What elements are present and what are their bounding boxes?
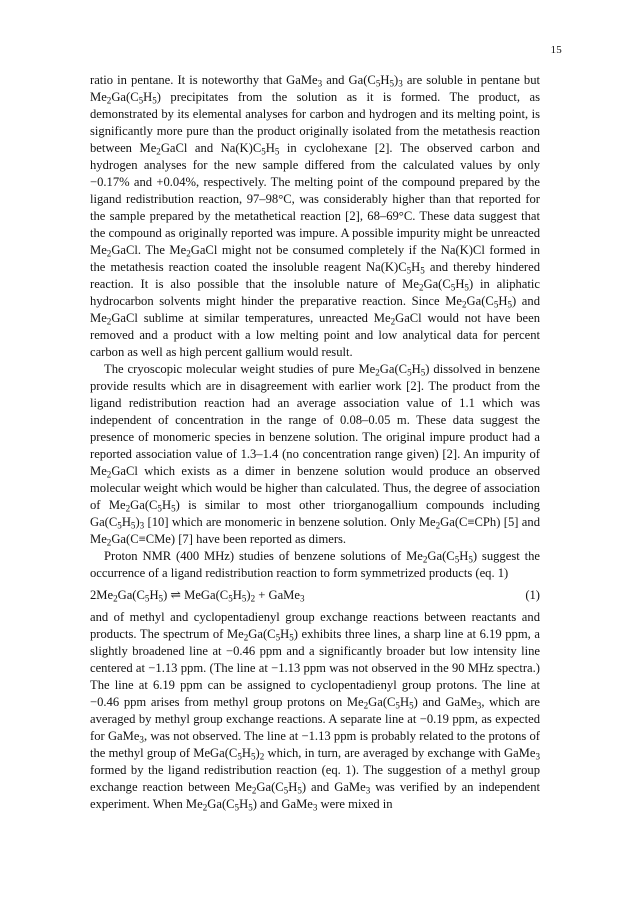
equation-number: (1) <box>525 588 540 602</box>
body-text <box>90 72 540 813</box>
paragraph-4: and of methyl and cyclopentadienyl group exchange reactions between reactants and products. The spectrum of $Me_2Ga(C_5H_5)$ exhibits three lines, a sharp line at 6.19 ppm, a slightly broadened line at −0.46 ppm and a significantly broader but low intensity line centered at −1.13 ppm. (The line at −1.13 ppm was not observed in the 90 MHz spectra.) The line at 6.19 ppm can be assigned to cyclopentadienyl group protons. The line at −0.46 ppm arises from methyl group protons on $Me_2Ga(C_5H_5)$ and GaMe$_3$, which are averaged by methyl group exchange reactions. A separate line at −0.19 ppm, as expected for GaMe$_3$, was not observed. The line at −1.13 ppm is probably related to the protons of the methyl group of $MeGa(C_5H_5)_2$ which, in turn, are averaged by exchange with GaMe$_3$ formed by the ligand redistribution reaction (eq. 1). The suggestion of a methyl group exchange reaction between $Me_2Ga(C_5H_5)$ and GaMe$_3$ was verified by an independent experiment. When $Me_2Ga(C_5H_5)$ and GaMe$_3$ were mixed in <box>90 610 541 813</box>
equation-1 <box>90 587 540 604</box>
paragraph-3: Proton NMR (400 MHz) studies of benzene solutions of $Me_2Ga(C_5H_5)$ suggest the occurrence of a ligand redistribution reaction to form symmetrized products (eq. 1) <box>90 549 540 580</box>
paragraph-1: ratio in pentane. It is noteworthy that GaMe$_3$ and $Ga(C_5H_5)_3$ are soluble in pentane but $Me_2Ga(C_5H_5)$ precipitates from the solution as it is formed. The product, as demonstrated by its elemental analyses for carbon and hydrogen and its melting point, is significantly more pure than the product originally isolated from the metathesis reaction between $Me_2GaCl$ and $Na(K)C_5H_5$ in cyclohexane [2]. The observed carbon and hydrogen analyses for the new sample differed from the calculated values by only −0.17% and +0.04%, respectively. The melting point of the compound prepared by the ligand redistribution reaction, 97–98°C, was considerably higher than that reported for the sample prepared by the metathetical reaction [2], 68–69°C. These data suggest that the compound as originally reported was impure. A possible impurity might be unreacted $Me_2GaCl$. The $Me_2GaCl$ might not be consumed completely if the Na(K)Cl formed in the metathesis reaction coated the insoluble reagent $Na(K)C_5H_5$ and thereby hindered reaction. It is also possible that the insoluble nature of $Me_2Ga(C_5H_5)$ in aliphatic hydrocarbon solvents might hinder the preparative reaction. Since $Me_2Ga(C_5H_5)$ and $Me_2GaCl$ sublime at similar temperatures, unreacted $Me_2GaCl$ would not have been removed and a product with a low melting point and low analytical data for percent carbon as well as high percent gallium would result. <box>90 73 541 359</box>
page-number: 15 <box>550 44 562 56</box>
paragraph-2: The cryoscopic molecular weight studies of pure $Me_2Ga(C_5H_5)$ dissolved in benzene provide results which are in disagreement with earlier work [2]. The product from the ligand redistribution reaction had an average association value of 1.1 which was independent of concentration in the range of 0.08–0.05 m. These data suggest the presence of monomeric species in benzene solution. The original impure product had a reported association value of 1.3–1.4 (no concentration range given) [2]. An impurity of $Me_2GaCl$ which exists as a dimer in benzene solution would produce an observed molecular weight which would be higher than calculated. Thus, the degree of association of $Me_2Ga(C_5H_5)$ is similar to most other triorganogallium compounds including $Ga(C_5H_5)_3$ [10] which are monomeric in benzene solution. Only $Me_2Ga(C\equiv CPh)$ [5] and $Me_2Ga(C\equiv CMe)$ [7] have been reported as dimers. <box>90 362 541 548</box>
equation-body: $2Me_2Ga(C_5H_5)$ ⇌ $MeGa(C_5H_5)_2$ + GaMe$_3$ <box>90 588 305 604</box>
